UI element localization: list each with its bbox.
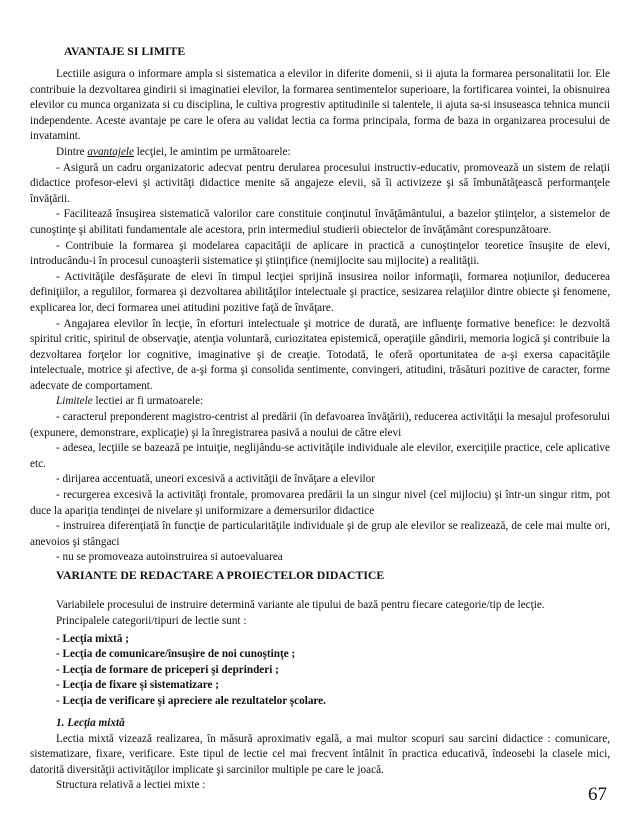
section-mixed-lesson [30,716,610,794]
limits-term: Limitele [56,395,93,408]
heading-lesson-variants: VARIANTE DE REDACTARE A PROIECTELOR DIDACTICE [56,568,385,582]
advantages-term: avantajele [87,145,134,158]
mixed-lesson-title: 1. Lecţia mixtă [56,717,125,729]
limit-item: - recurgerea excesivă la activităţi frontale, promovarea predării la un singur nivel (cel mijlociu) şi într-un singur ritm, pot duce la apariţia tendinţei de nivelare şi uniformizare a demersurilor didactice [30,489,610,517]
limits-intro: Limitele lectiei ar fi urmatoarele: [56,395,204,408]
advantage-item: - Activităţile desfăşurate de elevi în timpul lecţiei sprijină insusirea noilor informaţii, formarea noţiunilor, deducerea definiţiilor, a regulilor, formarea şi dezvoltarea abilităţilor intelectuale şi practice, sesizarea relaţiilor dintre obiecte şi fenomene, explicarea lor, deci formarea unei atitudini pozitive faţă de învăţare. [30,270,610,314]
advantage-item: - Contribuie la formarea şi modelarea capacităţii de aplicare in practică a cunoştinţelor teoretice însuşite de elevi, introducându-i în procesul cunoaşterii sistematice şi ştiinţifice (nemijlocite sau mijlocite) a realităţii. [30,239,610,268]
limit-item: - instruirea diferenţiată în funcţie de particularităţile individuale şi de grup ale elevilor se realizează, de cele mai multe ori, anevoios şi stângaci [30,520,610,548]
intro-paragraph: Lectiile asigura o informare ampla si sistematica a elevilor in diferite domenii, si ii ajuta la formarea personalitatii lor. Ele contribuie la dezvoltarea gindirii si imaginatiei elevilor, la formarea sentimentelor superioare, la fortificarea vointei, la obisnuirea elevilor cu munca organizata si cu disciplina, le cultiva progrestiv aptitudinile si talentele, ii ajuta sa-si insuseasca tehnica muncii independente. Aceste avantaje pe care le ofera au validat lectia ca forma principala, forma de baza in organizarea procesului de invatamint. [30,68,610,143]
limit-item: - caracterul preponderent magistro-centrist al predării (în defavoarea învăţării), reducerea activităţii la mesajul profesorului (expunere, demonstrare, explicaţie) şi la înregistrarea pasivă a noului de către elevi [30,411,610,439]
mixed-lesson-paragraph: Lectia mixtă vizează realizarea, în măsură aproximativ egală, a mai multor scopuri sau sarcini didactice : comunicare, sistematizare, fixare, verificare. Este tipul de lectie cel mai frecvent întâlnit în practica educativă, îndeosebi la clasele mici, datorită diversităţii activităţilor implicate şi sarcinilor multiple pe care le joacă. [30,732,610,776]
advantages-intro: Dintre avantajele lecţiei, le amintim pe următoarele: [56,145,291,158]
lesson-type-item: - Lecţia mixtă ; [56,633,130,645]
section-variants-intro [30,598,610,629]
limit-item: - dirijarea accentuată, uneori excesivă a activităţii de învăţare a elevilor [56,473,375,486]
heading-advantages-limits: AVANTAJE SI LIMITE [64,44,186,58]
lesson-type-item: - Lecţia de verificare şi apreciere ale rezultatelor şcolare. [56,694,326,707]
page-number: 67 [588,784,607,805]
lesson-types-intro: Principalele categorii/tipuri de lectie sunt : [56,614,247,627]
lesson-type-item: - Lecţia de formare de priceperi şi deprinderi ; [56,663,279,676]
lesson-type-item: - Lecţia de fixare şi sistematizare ; [56,679,219,692]
limit-item: - nu se promoveaza autoinstruirea si autoevaluarea [56,551,283,564]
lesson-type-item: - Lecţia de comunicare/însuşire de noi cunoştinţe ; [56,648,296,661]
advantage-item: - Angajarea elevilor în lecţie, în eforturi intelectuale şi motrice de durată, are influenţe formative benefice: le dezvoltă spiritul critic, spiritul de observaţie, atenţia voluntară, curiozitatea epistemică, operaţiile gândirii, memoria logică şi contribuie la dezvoltarea forţelor lor cognitive, imaginative şi de creaţie. Totodată, le oferă oportunitatea de a-şi exersa capacităţile intelectuale, motrice şi afective, de a-şi forma şi consolida sentimente, convingeri, atitudini, trăsături pozitive de caracter, forme adecvate de comportament. [30,317,610,392]
mixed-lesson-structure: Structura relativă a lectiei mixte : [56,779,206,792]
advantage-item: - Facilitează însuşirea sistematică valorilor care constituie conţinutul învăţământului, a bazelor ştiinţelor, a sistemelor de cunoştinţe şi abilitati fundamentale ale acestora, prin intermediul studierii obiectelor de învăţământ corespunzătoare. [30,208,610,236]
variants-paragraph: Variabilele procesului de instruire determină variante ale tipului de bază pentru fiecare categorie/tip de lecţie. [56,599,545,611]
limit-item: - adesea, lecţiile se bazează pe intuiţie, neglijându-se activităţile individuale ale elevilor, exerciţiile practice, cele aplicative etc. [30,442,610,470]
lesson-types-list [56,632,326,709]
advantage-item: - Asigură un cadru organizatoric adecvat pentru derularea procesului instructiv-educativ, promovează un sistem de relaţii didactice profesor-elevi şi activităţi didactice menite să angajeze elevii, să îi activizeze şi să îmbunătăţească performanţele învăţării. [30,161,610,205]
section-advantages-limits [30,67,610,566]
